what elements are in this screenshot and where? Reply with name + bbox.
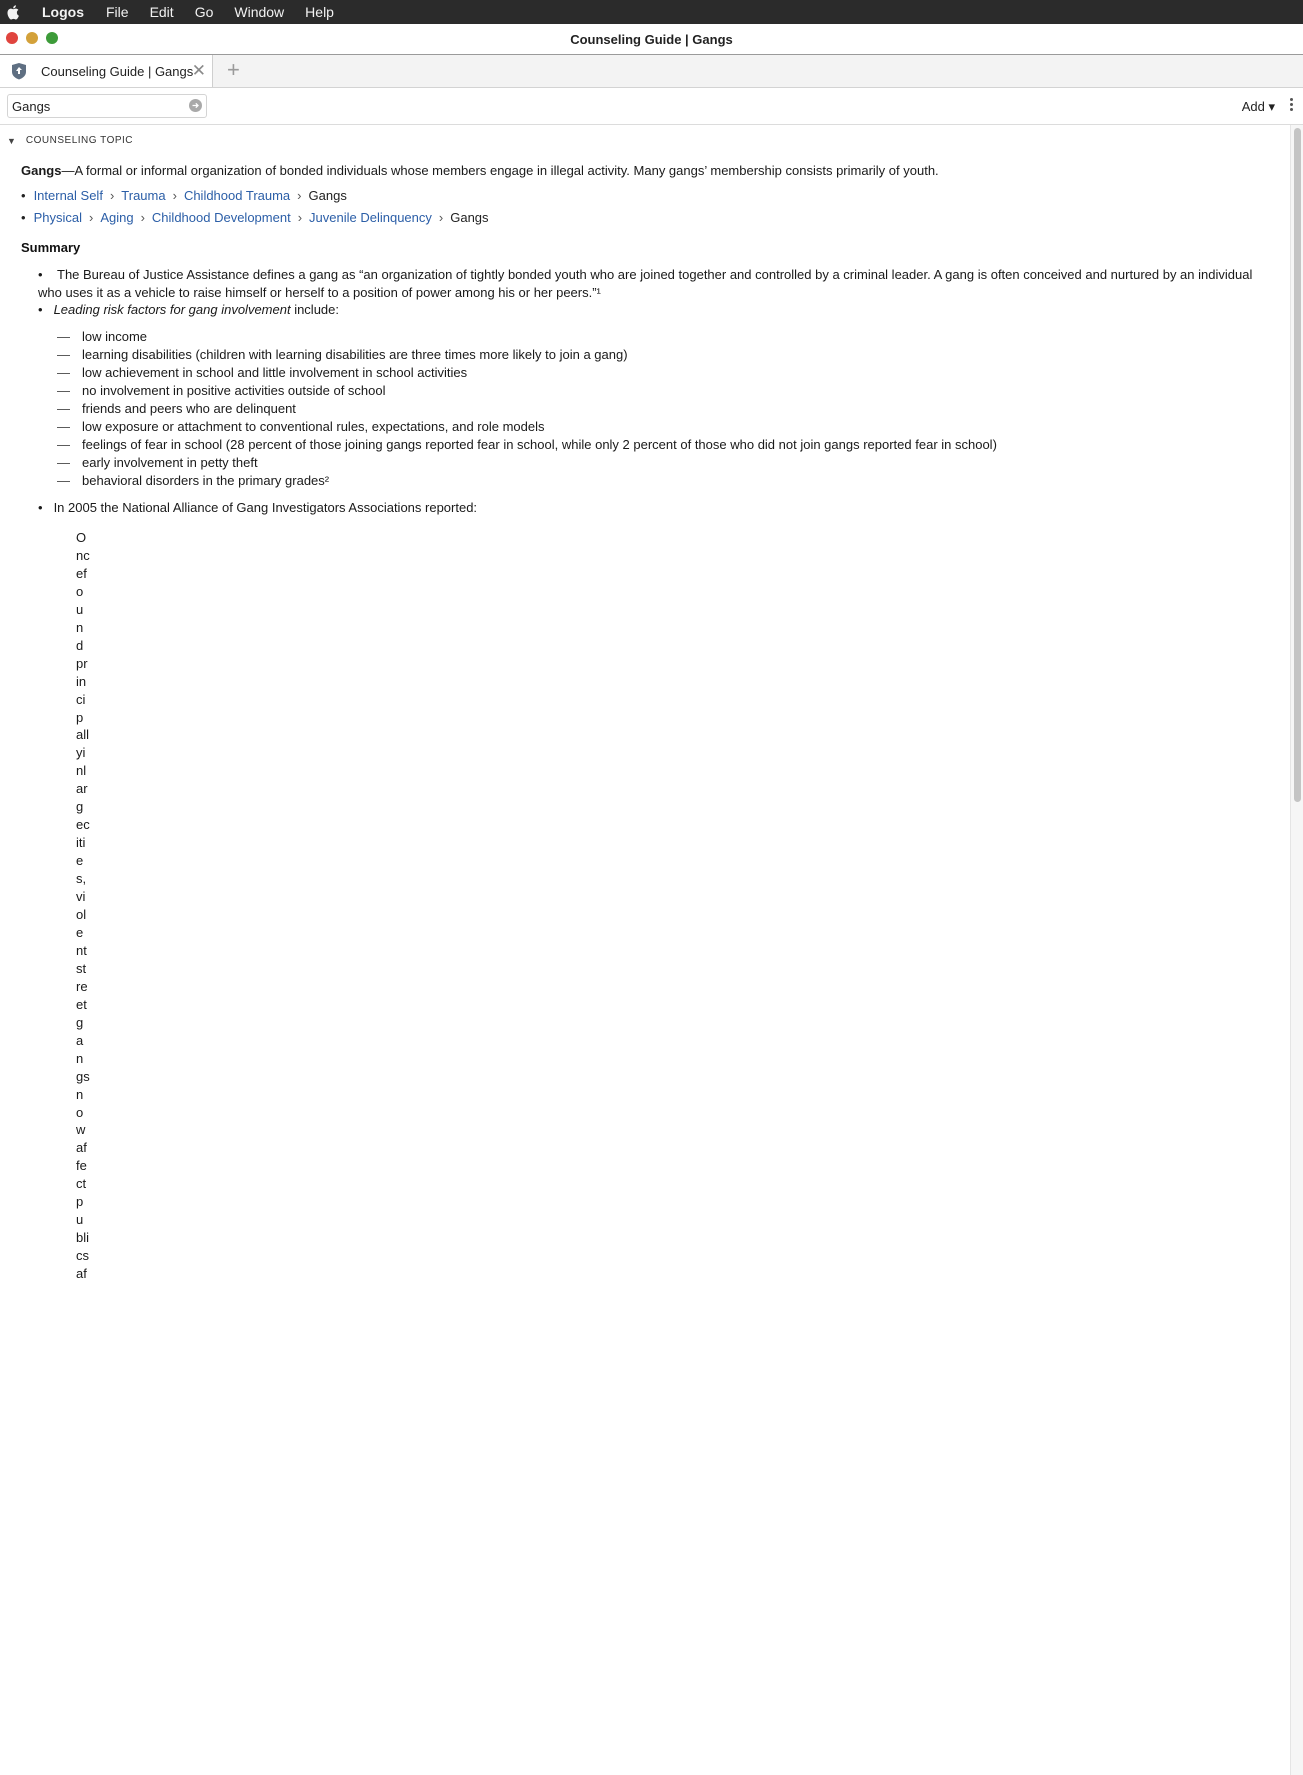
breadcrumb: • Internal Self › Trauma › Childhood Trauma › Gangs [21,188,347,203]
list-item: — feelings of fear in school (28 percent of those joining gangs reported fear in school, while only 2 percent of those who did not join gangs reported fear in school) [57,437,997,452]
section-label: COUNSELING TOPIC [25,135,134,146]
window-title-bar [0,24,1303,55]
zoom-window-button[interactable] [46,32,58,44]
definition-term: Gangs [21,163,62,178]
add-label: Add [1241,99,1265,114]
list-item: — low income [57,329,148,344]
menu-window[interactable]: Window [234,4,285,20]
collapse-triangle-icon[interactable]: ▼ [7,135,16,146]
search-input[interactable] [12,96,172,116]
breadcrumb: • Physical › Aging › Childhood Development › Juvenile Delinquency › Gangs [21,210,489,225]
list-item: — behavioral disorders in the primary grades² [57,473,330,488]
search-box [7,94,207,118]
add-menu-button[interactable] [1242,99,1275,115]
section-header[interactable] [7,135,133,146]
more-vertical-icon[interactable] [1290,98,1293,113]
breadcrumb-link[interactable]: Trauma [121,188,166,203]
breadcrumb-current: Gangs [450,210,489,225]
list-item: — learning disabilities (children with learning disabilities are three times more likely to join a gang) [57,347,628,362]
definition [21,163,939,178]
definition-text: —A formal or informal organization of bonded individuals whose members engage in illegal activity. Many gangs’ membership consists primarily of youth. [61,163,939,178]
risk-factors-intro-text: include: [290,302,339,317]
apple-logo-icon[interactable] [6,4,22,20]
breadcrumb-link[interactable]: Internal Self [33,188,103,203]
tab-bar [0,55,1303,88]
close-window-button[interactable] [6,32,18,44]
list-item: — no involvement in positive activities outside of school [57,383,386,398]
list-item: — friends and peers who are delinquent [57,401,296,416]
summary-paragraph [38,266,1268,302]
breadcrumb-link[interactable]: Aging [100,210,134,225]
breadcrumb-current: Gangs [308,188,347,203]
nagia-intro-text: In 2005 the National Alliance of Gang Investigators Associations reported: [53,500,478,515]
list-item: — early involvement in petty theft [57,455,258,470]
toolbar [0,88,1303,125]
minimize-window-button[interactable] [26,32,38,44]
paragraph-line: The Bureau of Justice Assistance defines a gang as “an organization of tightly bonded youth who are joined together and controlled by a criminal leader. A gang is often conceived and nurtured by an individual [57,267,1253,282]
breadcrumb-link[interactable]: Childhood Development [151,210,291,225]
list-item: — low exposure or attachment to conventional rules, expectations, and role models [57,419,545,434]
vertical-scrollbar[interactable] [1290,125,1303,1775]
close-icon[interactable]: ✕ [191,61,206,80]
menu-help[interactable]: Help [305,4,334,20]
window-controls [6,32,58,44]
document-content [0,125,1290,1775]
menu-app-logos[interactable]: Logos [42,4,84,20]
breadcrumb-link[interactable]: Juvenile Delinquency [309,210,432,225]
breadcrumb-link[interactable]: Childhood Trauma [183,188,291,203]
risk-factors-intro: • Leading risk factors for gang involvement include: [38,302,339,317]
scrollbar-thumb[interactable] [1294,128,1301,802]
risk-factors-title: Leading risk factors for gang involvement [53,302,291,317]
risk-factor-list [57,329,997,491]
menu-bar [0,0,1303,24]
block-quote: Oncefoundprincipallyinlargecities,violentstreetgangsnowaffectpublicsaf [76,530,90,1282]
caret-down-icon: ▾ [1268,99,1275,114]
list-item: — low achievement in school and little involvement in school activities [57,365,468,380]
tab-label: Counseling Guide | Gangs [41,63,194,79]
paragraph-line: who uses it as a vehicle to raise himself or herself to a position of power among his or her peers.”¹ [38,285,601,300]
menu-file[interactable]: File [106,4,129,20]
window-title: Counseling Guide | Gangs [570,31,733,47]
nagia-intro: • In 2005 the National Alliance of Gang Investigators Associations reported: [38,500,478,515]
menu-edit[interactable]: Edit [149,4,174,20]
plus-icon[interactable]: + [227,57,240,82]
breadcrumb-link[interactable]: Physical [33,210,82,225]
bullet: • [38,267,43,282]
menu-go[interactable]: Go [194,4,214,20]
go-arrow-icon[interactable] [189,99,202,112]
counseling-guide-icon [10,62,28,80]
summary-heading: Summary [21,240,81,255]
tab-counseling-guide[interactable] [0,55,213,87]
